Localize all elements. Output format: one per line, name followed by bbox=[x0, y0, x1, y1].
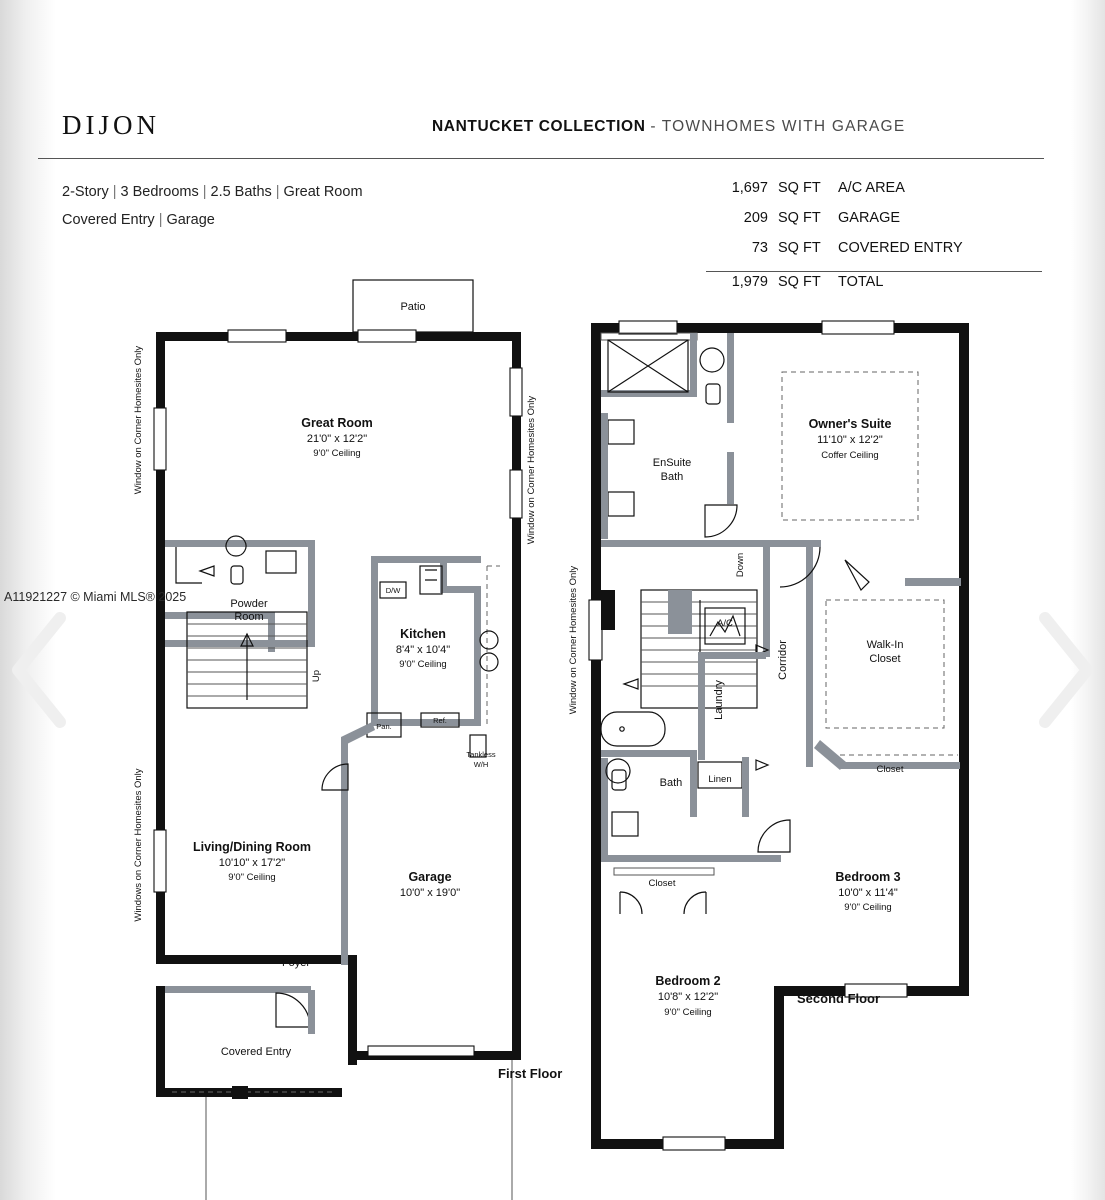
powder-toilet-tank bbox=[231, 566, 243, 584]
garage-door bbox=[368, 1046, 474, 1056]
foyer-wall-right bbox=[308, 990, 315, 1034]
ensuite-wall-shower-right bbox=[690, 333, 697, 395]
room-dims-garage: 10'0" x 19'0" bbox=[399, 887, 461, 899]
area-total-value: 1,979 bbox=[731, 274, 768, 290]
powder-vanity bbox=[266, 551, 296, 573]
first-floor-label: First Floor bbox=[498, 1066, 563, 1081]
annotation-tankless: Tankless bbox=[466, 750, 496, 759]
window-s-bed2 bbox=[663, 1137, 725, 1150]
area-label: GARAGE bbox=[838, 210, 901, 226]
exterior-wall-foyer bbox=[156, 955, 356, 964]
wall-laundry-left bbox=[698, 652, 705, 760]
ensuite-toilet-tank bbox=[706, 384, 720, 404]
collection-subtitle: TOWNHOMES WITH GARAGE bbox=[661, 118, 906, 135]
powder-door-swing bbox=[176, 547, 202, 583]
staircase-first-floor bbox=[187, 612, 307, 708]
mls-watermark: A11921227 © Miami MLS® 2025 bbox=[4, 590, 187, 604]
bed2-closet-shelf bbox=[614, 868, 714, 875]
owner-door-swing bbox=[780, 547, 820, 587]
bath-vanity bbox=[612, 812, 638, 836]
window-right-lower bbox=[510, 470, 522, 518]
room-ceiling-bedroom3: 9'0" Ceiling bbox=[844, 902, 892, 913]
bed3-door-swing bbox=[758, 820, 790, 852]
second-wall-bed2-right bbox=[774, 986, 784, 1149]
wall-living-garage bbox=[341, 737, 348, 965]
room-label-linen: Linen bbox=[708, 774, 732, 785]
area-total-label: TOTAL bbox=[838, 274, 884, 290]
wall-bed3-top bbox=[721, 855, 781, 862]
front-door-swing bbox=[276, 993, 310, 1027]
room-label-ensuite-2: Bath bbox=[660, 471, 684, 483]
interior-wall-powder-right bbox=[308, 540, 315, 640]
room-label-powder-1: Powder bbox=[230, 598, 268, 610]
wall-hall-top bbox=[601, 540, 821, 547]
room-label-laundry: Laundry bbox=[713, 680, 725, 720]
annotation-refrigerator: Ref. bbox=[433, 716, 447, 725]
window-left-lower bbox=[154, 830, 166, 892]
area-value: 1,697 bbox=[731, 180, 768, 196]
area-unit: SQ FT bbox=[778, 240, 821, 256]
window-right-upper bbox=[510, 368, 522, 416]
exterior-wall-right bbox=[512, 332, 521, 1060]
annotation-wh: W/H bbox=[473, 760, 489, 769]
room-label-bedroom3: Bedroom 3 bbox=[835, 870, 901, 884]
oven bbox=[480, 653, 498, 671]
room-dims-kitchen: 8'4" x 10'4" bbox=[395, 644, 451, 656]
second-wall-left bbox=[591, 323, 601, 1149]
window-s-top-right bbox=[822, 321, 894, 334]
wall-corridor-left bbox=[763, 547, 770, 657]
room-ceiling-owners-suite: Coffer Ceiling bbox=[821, 450, 879, 461]
side-note-second-left: Window on Corner Homesites Only bbox=[568, 565, 579, 715]
room-dims-great-room: 21'0" x 12'2" bbox=[306, 433, 368, 445]
collection-dash: - bbox=[650, 118, 657, 135]
bath-toilet-tank bbox=[612, 770, 626, 790]
wall-closet-top bbox=[905, 578, 961, 586]
appliance-label-dw: D/W bbox=[385, 586, 401, 595]
annotation-ac: A/C bbox=[717, 618, 733, 629]
wall-corridor-right bbox=[806, 547, 813, 767]
room-dims-bedroom2: 10'8" x 12'2" bbox=[657, 991, 719, 1003]
room-label-living-dining: Living/Dining Room bbox=[192, 840, 312, 854]
closet-door-right bbox=[684, 892, 706, 914]
spec-line-1: 2-Story | 3 Bedrooms | 2.5 Baths | Great Room bbox=[62, 184, 363, 200]
room-label-owners-suite: Owner's Suite bbox=[808, 417, 892, 431]
room-label-closet-upper: Closet bbox=[876, 764, 904, 775]
area-label: COVERED ENTRY bbox=[838, 240, 963, 256]
room-label-foyer: Foyer bbox=[281, 957, 311, 969]
ensuite-wall-door bbox=[727, 452, 734, 504]
kitchen-wall-top bbox=[371, 556, 481, 563]
room-label-covered-entry: Covered Entry bbox=[220, 1046, 292, 1058]
wall-linen-right bbox=[742, 757, 749, 817]
covered-entry-wall-left bbox=[156, 986, 165, 1096]
window-top-right bbox=[358, 330, 416, 342]
room-dims-bedroom3: 10'0" x 11'4" bbox=[838, 887, 898, 899]
room-ceiling-great-room: 9'0" Ceiling bbox=[313, 448, 361, 459]
area-unit: SQ FT bbox=[778, 210, 821, 226]
coffer-ceiling-outline bbox=[782, 372, 918, 520]
room-ceiling-kitchen: 9'0" Ceiling bbox=[399, 659, 447, 670]
side-note-right: Window on Corner Homesites Only bbox=[526, 395, 537, 545]
shower-x bbox=[608, 340, 688, 392]
window-top-left bbox=[228, 330, 286, 342]
spec-baths: 2.5 Baths bbox=[210, 184, 272, 200]
ensuite-wall-right bbox=[727, 333, 734, 423]
wall-laundry-top bbox=[698, 652, 766, 659]
driveway-outline bbox=[206, 1060, 512, 1200]
room-dims-living-dining: 10'10" x 17'2" bbox=[218, 857, 286, 869]
bathtub bbox=[601, 712, 665, 746]
interior-wall-powder-top bbox=[165, 540, 315, 547]
spec-line-2: Covered Entry | Garage bbox=[62, 212, 215, 228]
second-wall-right bbox=[959, 323, 969, 996]
room-dims-owners-suite: 11'10" x 12'2" bbox=[817, 434, 883, 446]
spec-bedrooms: 3 Bedrooms bbox=[120, 184, 199, 200]
entry-column bbox=[232, 1086, 248, 1099]
wall-bath-top bbox=[601, 750, 697, 757]
kitchen-wall-right bbox=[474, 586, 481, 726]
area-value: 73 bbox=[751, 240, 768, 256]
spec-great-room: Great Room bbox=[283, 184, 363, 200]
ensuite-vanity-2 bbox=[608, 492, 634, 516]
side-note-left-lower: Windows on Corner Homesites Only bbox=[133, 768, 144, 922]
room-label-powder-2: Room bbox=[234, 611, 264, 623]
ensuite-wall-shower-bottom bbox=[601, 390, 697, 397]
room-ceiling-living-dining: 9'0" Ceiling bbox=[228, 872, 276, 883]
exterior-wall-garage-left bbox=[348, 955, 357, 1065]
room-label-closet-lower: Closet bbox=[648, 878, 676, 889]
area-unit: SQ FT bbox=[778, 180, 821, 196]
room-label-bath: Bath bbox=[659, 777, 683, 789]
spec-stories: 2-Story bbox=[62, 184, 109, 200]
collection-name: NANTUCKET COLLECTION bbox=[432, 118, 646, 135]
second-floor-plan bbox=[568, 321, 969, 1150]
side-note-left-upper: Window on Corner Homesites Only bbox=[133, 345, 144, 495]
room-ceiling-bedroom2: 9'0" Ceiling bbox=[664, 1007, 712, 1018]
chevron-left-icon bbox=[8, 610, 78, 730]
spec-garage: Garage bbox=[166, 212, 215, 228]
ensuite-wall-left bbox=[601, 413, 608, 539]
arrow-laundry bbox=[756, 760, 768, 770]
stair-direction-down: Down bbox=[735, 552, 746, 578]
page-title: DIJON bbox=[62, 110, 160, 140]
wall-angled-kitchen bbox=[341, 722, 375, 745]
stair-wall-stub bbox=[601, 590, 615, 630]
room-label-kitchen: Kitchen bbox=[400, 627, 446, 641]
door-arrow-powder bbox=[200, 566, 214, 576]
ensuite-vanity-1 bbox=[608, 420, 634, 444]
room-label-great-room: Great Room bbox=[301, 416, 373, 430]
stair-direction-up: Up bbox=[311, 669, 322, 683]
room-label-ensuite-1: EnSuite bbox=[652, 457, 692, 469]
wall-bath-left bbox=[601, 758, 608, 858]
area-label: A/C AREA bbox=[838, 180, 905, 196]
spec-covered-entry: Covered Entry bbox=[62, 212, 155, 228]
kitchen-dashed-soffit bbox=[487, 566, 500, 726]
area-total-unit: SQ FT bbox=[778, 274, 821, 290]
annotation-pantry: Pan. bbox=[376, 722, 392, 731]
room-label-corridor: Corridor bbox=[777, 640, 789, 680]
wall-linen-left bbox=[690, 757, 697, 817]
exterior-wall-top bbox=[156, 332, 521, 341]
room-label-garage: Garage bbox=[408, 870, 452, 884]
window-s-left bbox=[589, 600, 602, 660]
closet-door-left bbox=[620, 892, 642, 914]
area-value: 209 bbox=[743, 210, 768, 226]
room-label-walkin-1: Walk-In bbox=[866, 639, 904, 651]
first-floor-plan bbox=[133, 280, 562, 1200]
prev-image-button[interactable] bbox=[8, 610, 78, 730]
second-floor-label: Second Floor bbox=[797, 991, 881, 1006]
ensuite-toilet bbox=[700, 348, 724, 372]
owner-door-panel bbox=[845, 560, 869, 590]
chevron-right-icon bbox=[1027, 610, 1097, 730]
cooktop bbox=[480, 631, 498, 649]
ensuite-door-swing bbox=[705, 505, 737, 537]
room-label-walkin-2: Closet bbox=[869, 653, 901, 665]
foyer-wall bbox=[165, 986, 311, 993]
kitchen-wall-left bbox=[371, 556, 378, 726]
next-image-button[interactable] bbox=[1027, 610, 1097, 730]
wall-hall-bottom bbox=[601, 855, 721, 862]
window-s-top-left bbox=[619, 321, 677, 334]
room-label-bedroom2: Bedroom 2 bbox=[655, 974, 721, 988]
window-left-upper bbox=[154, 408, 166, 470]
room-label-patio: Patio bbox=[400, 301, 426, 313]
